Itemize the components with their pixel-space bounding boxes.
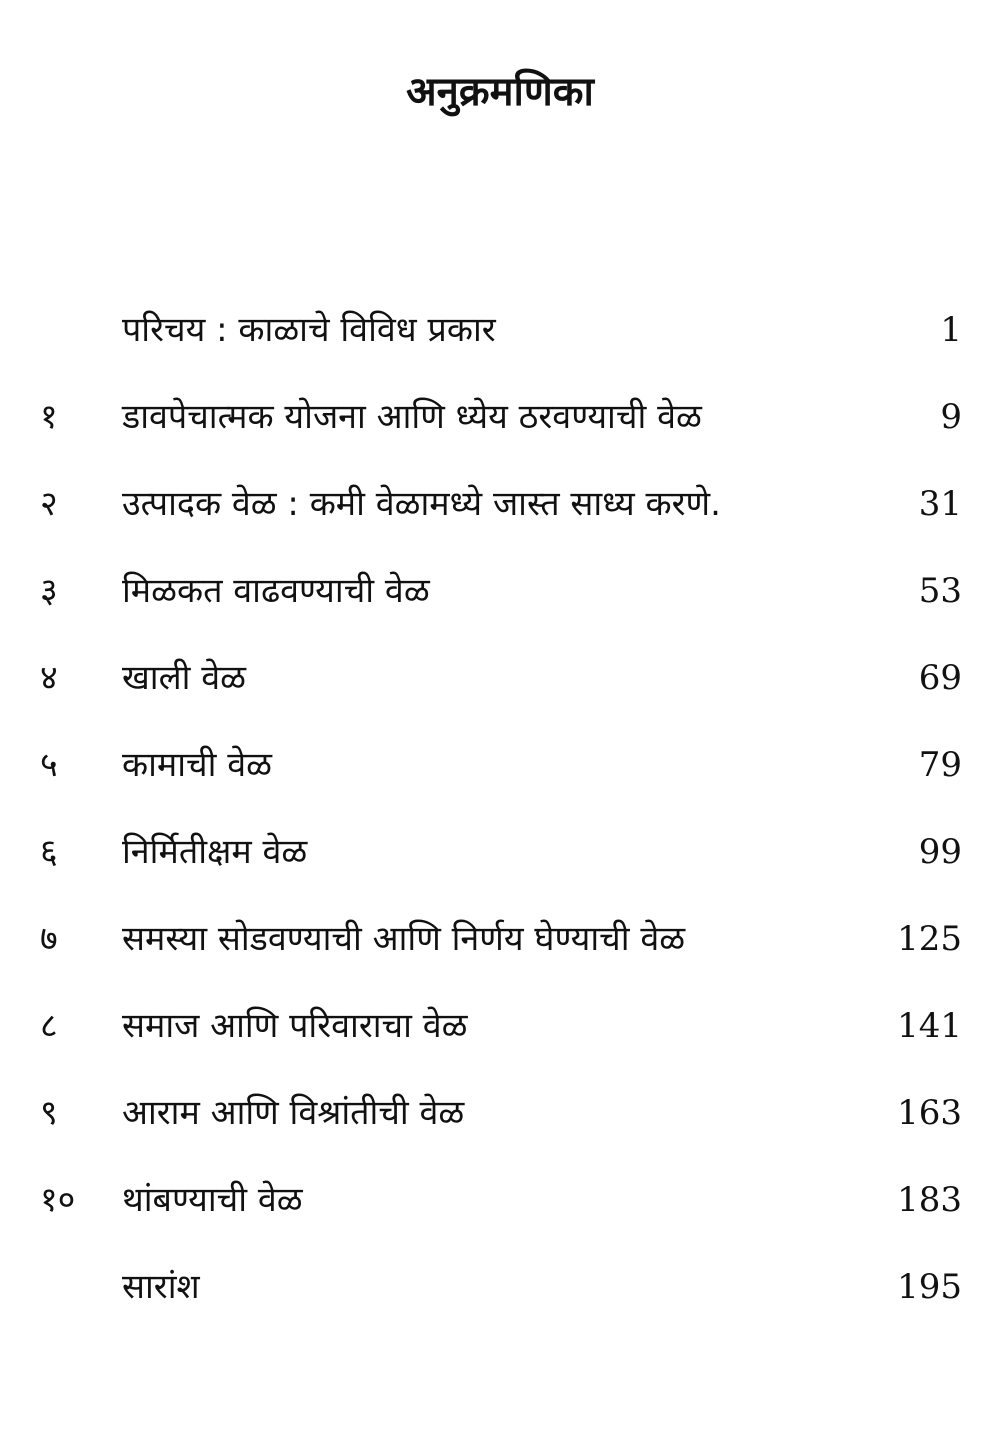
chapter-number: ६ — [40, 832, 58, 872]
toc-entry — [0, 822, 1000, 882]
toc-entry — [0, 474, 1000, 534]
page-number: 125 — [897, 919, 962, 959]
page-number: 141 — [897, 1006, 962, 1046]
page-number: 53 — [918, 571, 962, 611]
chapter-title: खाली वेळ — [122, 658, 247, 698]
toc-entry — [0, 387, 1000, 447]
chapter-title: डावपेचात्मक योजना आणि ध्येय ठरवण्याची वेळ — [122, 397, 702, 437]
chapter-title: परिचय : काळाचे विविध प्रकार — [122, 310, 496, 350]
chapter-number: ३ — [40, 571, 58, 611]
toc-entry — [0, 735, 1000, 795]
chapter-title: थांबण्याची वेळ — [122, 1180, 303, 1220]
chapter-title: सारांश — [122, 1267, 200, 1307]
chapter-title: उत्पादक वेळ : कमी वेळामध्ये जास्त साध्य करणे. — [122, 484, 721, 524]
chapter-title: समाज आणि परिवाराचा वेळ — [122, 1006, 468, 1046]
toc-entry — [0, 1083, 1000, 1143]
page-number: 79 — [918, 745, 962, 785]
page-number: 183 — [897, 1180, 962, 1220]
toc-entry — [0, 648, 1000, 708]
page-number: 195 — [897, 1267, 962, 1307]
page-title: अनुक्रमणिका — [406, 69, 594, 115]
chapter-number: ७ — [40, 919, 58, 959]
chapter-title: मिळकत वाढवण्याची वेळ — [122, 571, 430, 611]
page-number: 9 — [940, 397, 962, 437]
chapter-title: समस्या सोडवण्याची आणि निर्णय घेण्याची वेळ — [122, 919, 686, 959]
chapter-title: निर्मितीक्षम वेळ — [122, 832, 308, 872]
toc-entry — [0, 1257, 1000, 1317]
chapter-number: ८ — [40, 1006, 58, 1046]
chapter-number: २ — [40, 484, 58, 524]
page-number: 31 — [918, 484, 962, 524]
chapter-number: ४ — [40, 658, 58, 698]
toc-entry — [0, 1170, 1000, 1230]
page-number: 1 — [940, 310, 962, 350]
chapter-number: ५ — [40, 745, 58, 785]
chapter-number: १० — [40, 1180, 76, 1220]
chapter-number: १ — [40, 397, 58, 437]
toc-entry — [0, 561, 1000, 621]
page-number: 163 — [897, 1093, 962, 1133]
page-number: 69 — [918, 658, 962, 698]
toc-entry — [0, 300, 1000, 360]
chapter-title: कामाची वेळ — [122, 745, 273, 785]
toc-entry — [0, 996, 1000, 1056]
chapter-number: ९ — [40, 1093, 58, 1133]
chapter-title: आराम आणि विश्रांतीची वेळ — [122, 1093, 465, 1133]
toc-entry — [0, 909, 1000, 969]
page-number: 99 — [918, 832, 962, 872]
